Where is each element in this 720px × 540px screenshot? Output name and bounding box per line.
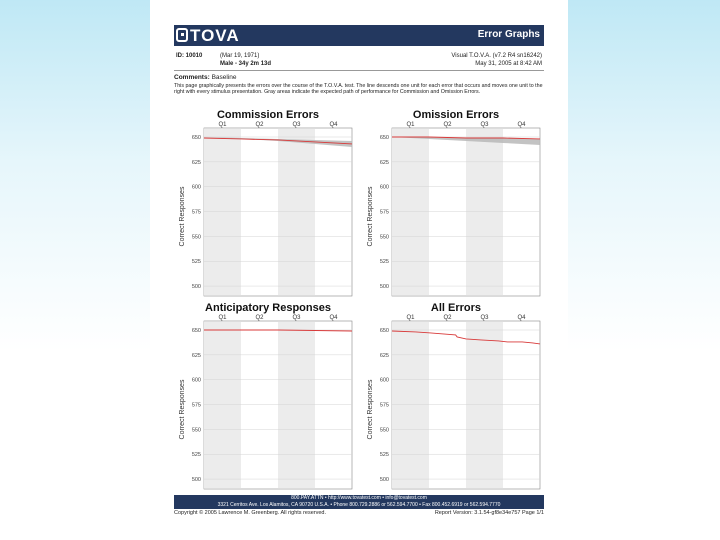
y-tick-label-all-errors: 525 [379,452,389,459]
y-tick-label-commission: 500 [191,284,201,291]
description-text: This page graphically presents the errors over the course of the T.O.V.A. test. The line descends one unit for each error that occurs and moves one unit to the right with every stimulus presentation. Gray areas indicate the expected path of performance for Commission and Omission Errors. [174,83,543,96]
tova-logo-text: TOVA [190,26,240,45]
quarter-label-commission: Q3 [292,122,301,128]
quarter-label-commission: Q1 [218,122,227,128]
y-tick-label-anticipatory: 525 [191,452,201,459]
y-tick-label-omission: 575 [379,209,389,216]
y-axis-label-all-errors: Correct Responses [367,379,374,440]
y-tick-label-anticipatory: 600 [191,377,201,384]
copyright: Copyright © 2005 Lawrence M. Greenberg. All rights reserved. [174,510,327,516]
y-axis-label-commission: Correct Responses [179,186,186,247]
chart-commission [179,122,352,296]
quarter-shade-commission [204,128,241,295]
y-tick-label-all-errors: 575 [379,402,389,409]
chart-anticipatory [179,315,352,489]
quarter-label-omission: Q4 [517,122,526,128]
y-axis-label-anticipatory: Correct Responses [179,379,186,440]
y-tick-label-commission: 600 [191,184,201,191]
quarter-label-anticipatory: Q4 [329,315,338,321]
report-title: Error Graphs [477,29,540,40]
chart-title-anticipatory: Anticipatory Responses [205,302,331,314]
y-tick-label-commission: 625 [191,159,201,166]
y-tick-label-omission: 600 [379,184,389,191]
quarter-shade-anticipatory [204,321,241,488]
quarter-label-commission: Q4 [329,122,338,128]
quarter-shade-omission [392,128,429,295]
quarter-label-anticipatory: Q3 [292,315,301,321]
chart-omission [367,122,540,296]
test-date: May 31, 2005 at 8:42 AM [475,61,542,67]
y-tick-label-commission: 550 [191,234,201,241]
chart-title-omission: Omission Errors [412,109,500,121]
patient-dob: (Mar 19, 1971) [220,53,260,59]
quarter-label-commission: Q2 [255,122,264,128]
y-tick-label-all-errors: 550 [379,427,389,434]
y-tick-label-anticipatory: 575 [191,402,201,409]
patient-id: ID: 10010 [176,53,203,59]
quarter-label-all-errors: Q2 [443,315,452,321]
quarter-label-omission: Q2 [443,122,452,128]
quarter-label-omission: Q1 [406,122,415,128]
report-footer [174,495,544,509]
quarter-shade-all-errors [466,321,503,488]
slide-background-right [568,0,720,540]
quarter-label-anticipatory: Q2 [255,315,264,321]
y-tick-label-omission: 650 [379,135,389,141]
y-tick-label-omission: 625 [379,159,389,166]
y-tick-label-omission: 500 [379,284,389,291]
comments-value: Baseline [211,74,237,81]
quarter-shade-anticipatory [278,321,315,488]
quarter-shade-commission [278,128,315,295]
quarter-label-all-errors: Q1 [406,315,415,321]
quarter-label-all-errors: Q3 [480,315,489,321]
y-tick-label-all-errors: 625 [379,352,389,359]
y-axis-label-omission: Correct Responses [367,186,374,247]
slide-background-left [0,0,150,540]
y-tick-label-commission: 575 [191,209,201,216]
y-tick-label-commission: 525 [191,259,201,266]
quarter-shade-omission [466,128,503,295]
quarter-shade-all-errors [392,321,429,488]
chart-title-all-errors: All Errors [430,302,482,314]
comments-label: Comments: [174,74,210,81]
y-tick-label-anticipatory: 625 [191,352,201,359]
footer-address: 3321 Cerritos Ave. Los Alamitos, CA 90720 U.S.A. • Phone 800.729.2886 or 562.594.7700 • Fax 800.452.6919 or 562.594.7770 [217,501,501,508]
report-version: Report Version: 3.1.54-gf8e34e757 Page 1/1 [434,510,544,516]
error-graphs-svg [150,0,568,540]
report-page [150,0,568,540]
chart-title-commission: Commission Errors [216,109,320,121]
quarter-label-anticipatory: Q1 [218,315,227,321]
y-tick-label-omission: 550 [379,234,389,241]
quarter-label-all-errors: Q4 [517,315,526,321]
footer-contact: 800.PAY.ATTN • http://www.tovatest.com • info@tovatest.com [291,495,427,501]
y-tick-label-anticipatory: 650 [191,328,201,334]
chart-all-errors [367,315,540,489]
y-tick-label-anticipatory: 550 [191,427,201,434]
y-tick-label-omission: 525 [379,259,389,266]
y-tick-label-all-errors: 600 [379,377,389,384]
y-tick-label-commission: 650 [191,135,201,141]
y-tick-label-all-errors: 650 [379,328,389,334]
quarter-label-omission: Q3 [480,122,489,128]
y-tick-label-all-errors: 500 [379,477,389,484]
test-version: Visual T.O.V.A. (v7.2 R4 sn16242) [451,53,542,59]
y-tick-label-anticipatory: 500 [191,477,201,484]
patient-sex-age: Male - 34y 2m 13d [220,61,272,67]
